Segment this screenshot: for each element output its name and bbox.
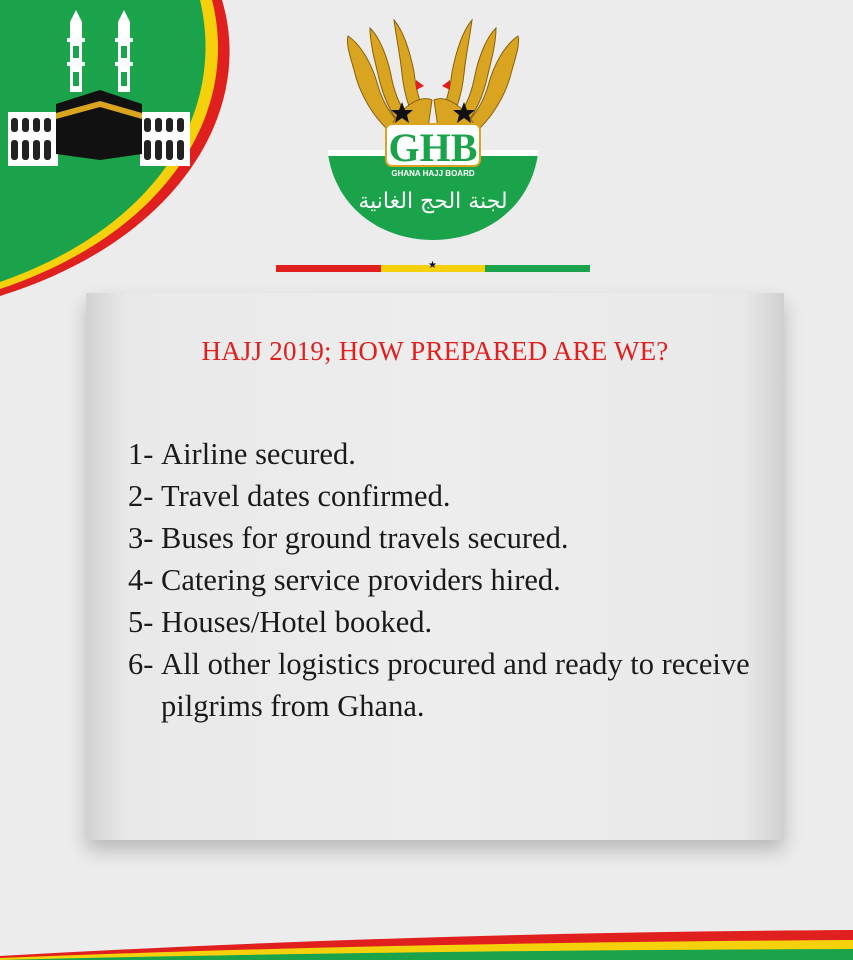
- flag-green-segment: [485, 265, 590, 272]
- list-item: 2- Travel dates confirmed.: [128, 479, 451, 513]
- ghana-flag-stripe: [276, 260, 590, 272]
- ghana-hajj-board-logo: [320, 8, 546, 248]
- logo-name: GHANA HAJJ BOARD: [391, 169, 475, 178]
- bottom-flag-stripe: [0, 912, 853, 960]
- checklist: [128, 433, 764, 727]
- list-item: 3- Buses for ground travels secured.: [128, 521, 569, 555]
- card-title: HAJJ 2019; HOW PREPARED ARE WE?: [201, 336, 669, 366]
- flag-red-segment: [276, 265, 381, 272]
- logo-monogram: GHB: [388, 125, 478, 170]
- list-item: 1- Airline secured.: [128, 437, 356, 471]
- flag-star-icon: ★: [428, 260, 437, 271]
- kaaba-corner-graphic: [0, 0, 260, 300]
- announcement-card: [86, 293, 784, 840]
- list-item: 5- Houses/Hotel booked.: [128, 605, 433, 639]
- logo-arabic: لجنة الحج الغانية: [358, 189, 508, 214]
- list-item: 4- Catering service providers hired.: [128, 563, 561, 597]
- list-item: 6- All other logistics procured and ready to receive pilgrims from Ghana.: [128, 647, 750, 723]
